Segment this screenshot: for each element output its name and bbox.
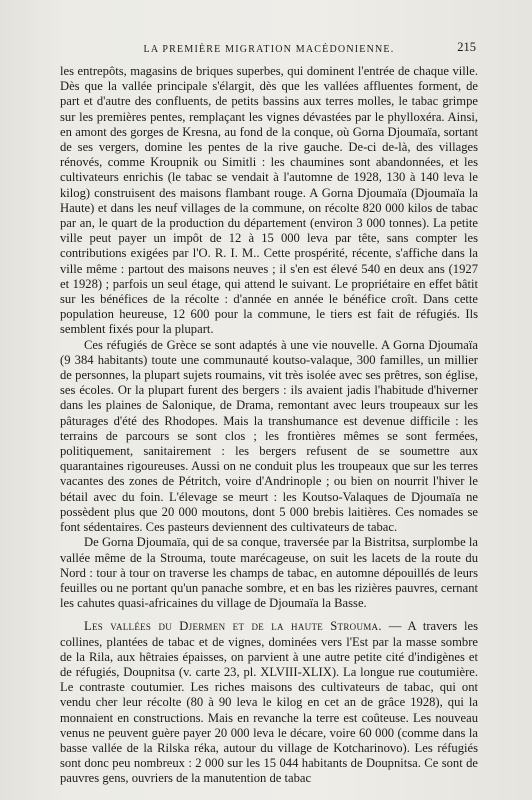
paragraph-refugees: Ces réfugiés de Grèce se sont adaptés à une vie nouvelle. A Gorna Djoumaïa (9 384 habitants) toute une communauté koutso-valaque, 300 familles, un millier de personnes, la plupart sujets roumains, vit très isolée avec ses prêtres, son église, ses écoles. Or la plupart furent des bergers : ils avaient jadis l'habitude d'hiverner dans les plaines de Salonique, de Drama, remontant avec leurs troupeaux sur les pâturages d'été des Rhodopes. Mais la transhumance est devenue difficile : les terrains de parcours se sont clos ; les frontières mêmes se sont fermées, politiquement, sanitairement : les bergers refusent de se soumettre aux quarantaines rigoureuses. Aussi on ne conduit plus les troupeaux que sur les terres vacantes des zones de Pétritch, voire d'Andrinople ; ou bien on nourrit l'hiver le bétail avec du foin. L'élevage se meurt : les Koutso-Valaques de Djoumaïa ne possèdent plus que 20 000 moutons, dont 5 000 brebis laitières. Ces nomades se font sédentaires. Ces pasteurs deviennent des cultivateurs de tabac. (60, 337, 478, 535)
running-head (60, 40, 478, 58)
section-paragraph (60, 619, 478, 786)
paragraph-gorna-djoumaia: De Gorna Djoumaïa, qui de sa conque, traversée par la Bistritsa, surplombe la vallée même de la Strouma, toute marécageuse, on suit les lacets de la route du Nord : tour à tour on traverse les champs de tabac, en automne dépouillés de leurs feuilles ou ne portant qu'un panache sombre, et en bas les rizières pauvres, cernant les cahutes quasi-africaines du village de Djoumaïa la Basse. (60, 535, 478, 611)
paragraph-continuation: les entrepôts, magasins de briques superbes, qui dominent l'entrée de chaque ville. Dès que la vallée principale s'élargit, dès que les vallées affluentes forment, de part et d'autre des confluents, de petits bassins aux terres molles, le tabac grimpe sur les premières pentes, remplaçant les vignes dévastées par le phylloxéra. Ainsi, en amont des gorges de Kresna, au fond de la conque, où Gorna Djoumaïa, sortant de ses vergers, domine les pentes de la rive gauche. De-ci de-là, des villages rénovés, comme Kroupnik ou Simitli : les chaumines sont abandonnées, et les cultivateurs enrichis (le tabac se vendait à l'automne de 1928, 130 à 140 leva le kilog) construisent des maisons flambant rouge. A Gorna Djoumaïa (Djoumaïa la Haute) et dans les neuf villages de la commune, on récolte 820 000 kilos de tabac par an, le quart de la production du département (environ 3 000 tonnes). La petite ville peut payer un impôt de 12 à 15 000 leva par tête, sans compter les contributions exigées par l'O. R. I. M.. Cette prospérité, récente, s'affiche dans la ville même : partout des maisons neuves ; il s'en est élevé 540 en deux ans (1927 et 1928) ; parfois un seul étage, qui attend le suivant. Le propriétaire en effet bâtit sur les bénéfices de la récolte : d'année en année le bénéfice croît. Dans cette population heureuse, 12 600 pour la commune, le tiers est fait de réfugiés. Ils semblent fixés pour la plupart. (60, 64, 478, 337)
section-text: — A travers les collines, plantées de tabac et de vignes, dominées vers l'Est par la masse sombre de la Rila, aux hêtraies épaisses, on parvient à une autre petite cité d'indigènes et de réfugiés, Doupnitsa (v. carte 23, pl. XLVIII-XLIX). La longue rue coutumière. Le contraste coutumier. Les riches maisons des cultivateurs de tabac, qui ont vendu cher leur récolte (80 à 90 leva le kilog en cet an de grâce 1928), qui la monnaient en constructions. Mais en revanche la terre est coûteuse. Les nouveau venus ne peuvent guère payer 20 000 leva le décare, voire 60 000 (comme dans la basse vallée de la Rilska réka, autour du village de Kotcharinovo). Les réfugiés sont donc peu nombreux : 2 000 sur les 15 044 habitants de Doupnitsa. Ce sont de pauvres gens, ouvriers de la manutention de tabac (60, 619, 478, 786)
body-text (60, 64, 478, 787)
running-head-title: LA PREMIÈRE MIGRATION MACÉDONIENNE. (143, 44, 395, 55)
section-heading: Les vallées du Djermen et de la haute Strouma. (84, 619, 382, 634)
page-number: 215 (457, 40, 476, 54)
